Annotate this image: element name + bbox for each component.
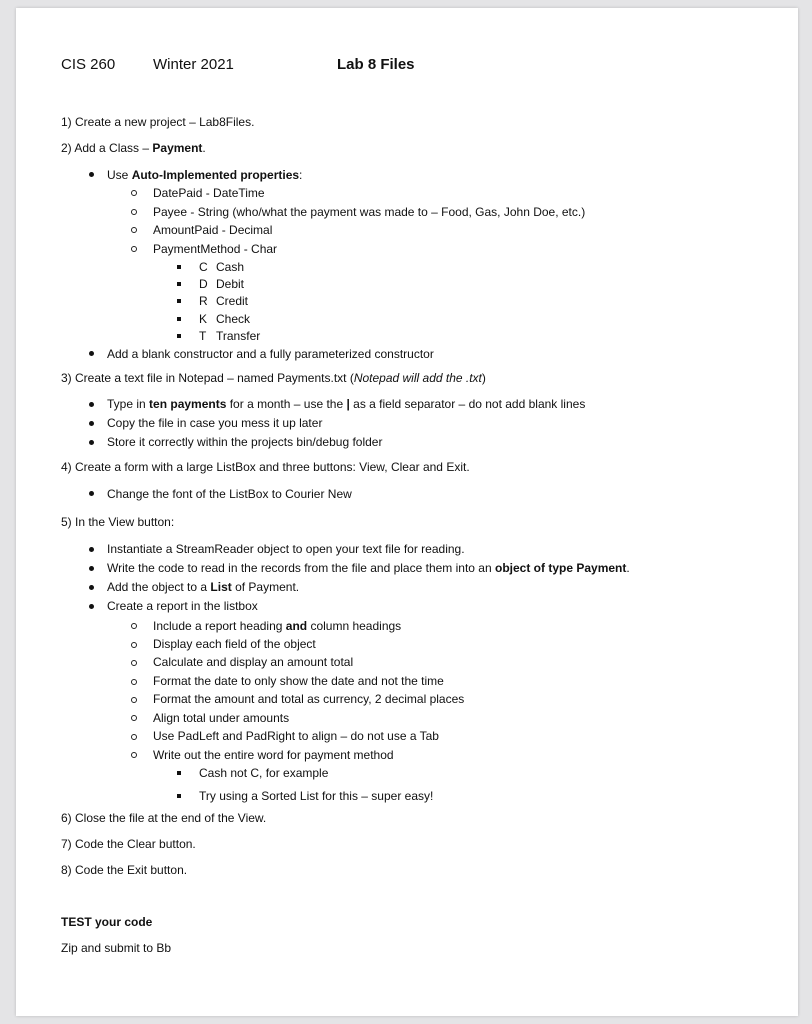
method-code: C bbox=[199, 260, 208, 274]
step-4: 4) Create a form with a large ListBox and three buttons: View, Clear and Exit. bbox=[61, 460, 470, 474]
page-title: Lab 8 Files bbox=[337, 56, 415, 73]
step-7: 7) Code the Clear button. bbox=[61, 837, 196, 851]
method-code: T bbox=[199, 329, 207, 343]
square-bullet bbox=[177, 317, 181, 321]
bullet-dot bbox=[89, 585, 94, 590]
report-bullet: Create a report in the listbox bbox=[107, 599, 258, 613]
prop-item: AmountPaid - Decimal bbox=[153, 223, 273, 237]
copy-bullet: Copy the file in case you mess it up later bbox=[107, 416, 323, 430]
step-3: 3) Create a text file in Notepad – named Payments.txt (Notepad will add the .txt) bbox=[61, 371, 486, 385]
circle-bullet bbox=[131, 697, 137, 703]
square-bullet bbox=[177, 282, 181, 286]
square-bullet bbox=[177, 265, 181, 269]
circle-bullet bbox=[131, 246, 137, 252]
circle-bullet bbox=[131, 715, 137, 721]
circle-bullet bbox=[131, 227, 137, 233]
prop-item: DatePaid - DateTime bbox=[153, 186, 265, 200]
prop-item: PaymentMethod - Char bbox=[153, 242, 278, 256]
circle-bullet bbox=[131, 660, 137, 666]
bullet-dot bbox=[89, 566, 94, 571]
word-item: Cash not C, for example bbox=[199, 766, 329, 780]
course-code: CIS 260 bbox=[61, 56, 116, 73]
bullet-dot bbox=[89, 402, 94, 407]
circle-bullet bbox=[131, 679, 137, 685]
store-bullet: Store it correctly within the projects bin/debug folder bbox=[107, 435, 383, 449]
method-code: D bbox=[199, 277, 208, 291]
step-2: 2) Add a Class – Payment. bbox=[61, 141, 206, 155]
square-bullet bbox=[177, 771, 181, 775]
font-bullet: Change the font of the ListBox to Courier New bbox=[107, 487, 352, 501]
circle-bullet bbox=[131, 734, 137, 740]
instantiate-bullet: Instantiate a StreamReader object to open your text file for reading. bbox=[107, 542, 465, 556]
circle-bullet bbox=[131, 623, 137, 629]
method-name: Credit bbox=[216, 294, 249, 308]
write-bullet: Write the code to read in the records from the file and place them into an object of type Payment. bbox=[107, 561, 630, 575]
word-item: Try using a Sorted List for this – super easy! bbox=[199, 789, 434, 803]
method-code: R bbox=[199, 294, 208, 308]
report-item: Format the amount and total as currency, 2 decimal places bbox=[153, 692, 465, 706]
term: Winter 2021 bbox=[153, 56, 234, 73]
method-name: Transfer bbox=[216, 329, 261, 343]
test-heading: TEST your code bbox=[61, 915, 153, 929]
bullet-dot bbox=[89, 421, 94, 426]
bullet-dot bbox=[89, 172, 94, 177]
method-code: K bbox=[199, 312, 208, 326]
step-1: 1) Create a new project – Lab8Files. bbox=[61, 115, 255, 129]
report-item: Write out the entire word for payment method bbox=[153, 748, 394, 762]
report-item: Include a report heading and column headings bbox=[153, 619, 402, 633]
square-bullet bbox=[177, 794, 181, 798]
document-page bbox=[16, 8, 798, 1016]
add-bullet: Add the object to a List of Payment. bbox=[107, 580, 300, 594]
report-item: Align total under amounts bbox=[153, 711, 290, 725]
submit-note: Zip and submit to Bb bbox=[61, 941, 172, 955]
circle-bullet bbox=[131, 209, 137, 215]
method-name: Cash bbox=[216, 260, 245, 274]
bullet-dot bbox=[89, 604, 94, 609]
square-bullet bbox=[177, 299, 181, 303]
circle-bullet bbox=[131, 752, 137, 758]
report-item: Format the date to only show the date and not the time bbox=[153, 674, 444, 688]
report-item: Display each field of the object bbox=[153, 637, 316, 651]
type-bullet: Type in ten payments for a month – use the | as a field separator – do not add blank lines bbox=[107, 397, 586, 411]
method-name: Check bbox=[216, 312, 251, 326]
method-name: Debit bbox=[216, 277, 245, 291]
report-item: Calculate and display an amount total bbox=[153, 655, 354, 669]
prop-item: Payee - String (who/what the payment was made to – Food, Gas, John Doe, etc.) bbox=[153, 205, 586, 219]
bullet-dot bbox=[89, 440, 94, 445]
props-bullet: Use Auto-Implemented properties: bbox=[107, 168, 303, 182]
report-item: Use PadLeft and PadRight to align – do not use a Tab bbox=[153, 729, 439, 743]
step-5: 5) In the View button: bbox=[61, 515, 175, 529]
bullet-dot bbox=[89, 547, 94, 552]
square-bullet bbox=[177, 334, 181, 338]
circle-bullet bbox=[131, 190, 137, 196]
step-6: 6) Close the file at the end of the View. bbox=[61, 811, 267, 825]
bullet-dot bbox=[89, 351, 94, 356]
constructor-bullet: Add a blank constructor and a fully parameterized constructor bbox=[107, 347, 434, 361]
step-8: 8) Code the Exit button. bbox=[61, 863, 188, 877]
circle-bullet bbox=[131, 642, 137, 648]
bullet-dot bbox=[89, 491, 94, 496]
